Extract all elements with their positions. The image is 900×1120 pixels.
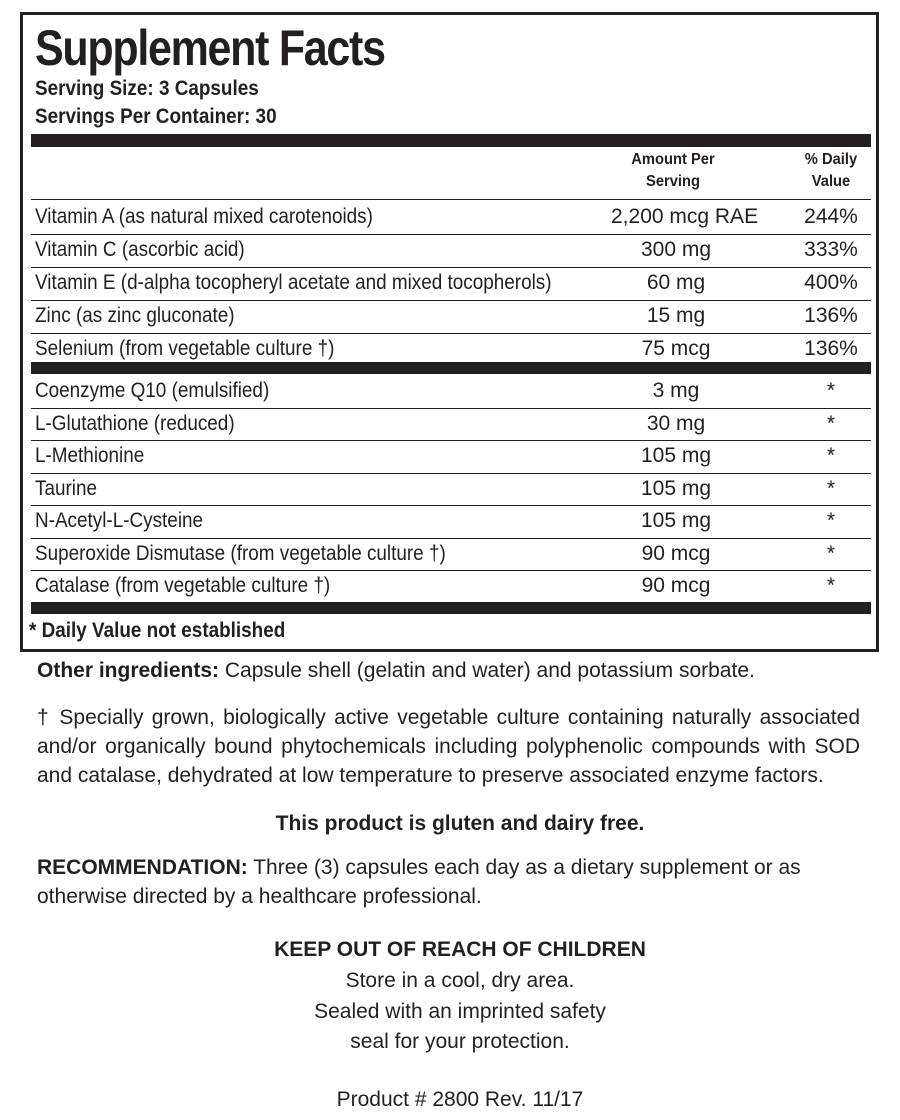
nutrient-daily-value: 136% [804, 337, 858, 360]
dv-header-line2: Value [811, 173, 851, 190]
nutrient-amount: 90 mcg [641, 541, 711, 565]
recommendation-label: RECOMMENDATION: [37, 856, 248, 879]
thick-divider-top [31, 134, 871, 147]
nutrient-daily-value: * [826, 509, 836, 532]
nutrient-name: N-Acetyl-L-Cysteine [35, 509, 204, 532]
header-divider [31, 199, 871, 200]
nutrient-row [31, 440, 871, 472]
nutrient-name: Catalase (from vegetable culture †) [35, 574, 331, 597]
nutrient-name: L-Methionine [35, 444, 145, 467]
nutrient-amount: 105 mg [640, 509, 712, 532]
other-ingredients-text: Capsule shell (gelatin and water) and potassium sorbate. [219, 659, 755, 682]
dagger-footnote: † Specially grown, biologically active vegetable culture containing naturally associated and/or organically bound phytochemicals including polyphenolic compounds with SOD and catalase, dehydrated at low temperature to preserve associated enzyme factors. [37, 706, 860, 787]
nutrient-name: Vitamin C (ascorbic acid) [35, 238, 245, 261]
nutrient-row [31, 375, 871, 407]
nutrient-daily-value: * [826, 444, 836, 467]
nutrient-row [31, 505, 871, 537]
serving-size: Serving Size: 3 Capsules [35, 77, 259, 100]
gluten-dairy-note: This product is gluten and dairy free. [275, 812, 645, 835]
nutrient-name: Taurine [35, 476, 98, 500]
storage-line-3: seal for your protection. [350, 1030, 570, 1053]
nutrient-row [31, 300, 871, 332]
nutrient-daily-value: * [826, 476, 836, 500]
nutrient-daily-value: * [826, 379, 836, 402]
nutrient-daily-value: * [826, 541, 836, 565]
nutrient-row [31, 201, 871, 233]
nutrient-amount: 300 mg [640, 238, 712, 261]
dv-header-line1: % Daily [804, 151, 858, 168]
nutrient-name: Vitamin E (d-alpha tocopheryl acetate and mixed tocopherols) [35, 271, 552, 294]
nutrient-daily-value: * [826, 574, 836, 597]
nutrient-amount: 105 mg [640, 476, 712, 500]
storage-line-2: Sealed with an imprinted safety [314, 1000, 606, 1023]
nutrient-row [31, 538, 871, 570]
keep-out-warning: KEEP OUT OF REACH OF CHILDREN [274, 938, 646, 961]
supplement-facts-panel [20, 12, 879, 652]
nutrient-row [31, 408, 871, 440]
amount-header-line1: Amount Per [631, 151, 715, 168]
nutrient-name: L-Glutathione (reduced) [35, 411, 235, 435]
other-ingredients-label: Other ingredients: [37, 659, 220, 682]
nutrient-row [31, 267, 871, 299]
nutrient-amount: 15 mg [646, 304, 706, 327]
nutrient-daily-value: 333% [804, 238, 858, 261]
nutrient-daily-value: 400% [804, 271, 858, 294]
nutrient-row [31, 570, 871, 602]
nutrient-daily-value: 244% [804, 205, 858, 228]
recommendation [37, 853, 860, 911]
nutrient-row [31, 333, 871, 365]
nutrient-amount: 60 mg [646, 271, 706, 294]
recommendation-text: Three (3) capsules each day as a dietary supplement or as otherwise directed by a healthcare professional. [37, 856, 801, 908]
panel-title: Supplement Facts [35, 20, 385, 76]
nutrient-amount: 30 mg [646, 411, 706, 435]
daily-value-note: * Daily Value not established [29, 619, 286, 642]
nutrient-amount: 90 mcg [641, 574, 711, 597]
nutrient-row [31, 234, 871, 266]
nutrient-name: Superoxide Dismutase (from vegetable culture †) [35, 541, 446, 565]
nutrient-amount: 75 mcg [641, 337, 711, 360]
nutrient-row [31, 473, 871, 505]
amount-header-line2: Serving [646, 173, 700, 190]
thick-divider-middle [31, 362, 871, 374]
other-ingredients [37, 656, 860, 685]
nutrient-amount: 3 mg [652, 379, 700, 402]
nutrient-name: Vitamin A (as natural mixed carotenoids) [35, 205, 373, 228]
amount-per-serving-header [613, 149, 733, 193]
daily-value-header [794, 149, 868, 193]
nutrient-name: Zinc (as zinc gluconate) [35, 304, 235, 327]
nutrient-name: Selenium (from vegetable culture †) [35, 337, 335, 360]
nutrient-name: Coenzyme Q10 (emulsified) [35, 379, 270, 402]
storage-line-1: Store in a cool, dry area. [345, 969, 575, 992]
nutrient-daily-value: * [826, 411, 836, 435]
nutrient-amount: 105 mg [640, 444, 712, 467]
product-number: Product # 2800 Rev. 11/17 [336, 1088, 584, 1111]
nutrient-daily-value: 136% [804, 304, 858, 327]
nutrient-amount: 2,200 mcg RAE [611, 205, 759, 228]
servings-per-container: Servings Per Container: 30 [35, 105, 277, 128]
thick-divider-bottom [31, 602, 871, 614]
